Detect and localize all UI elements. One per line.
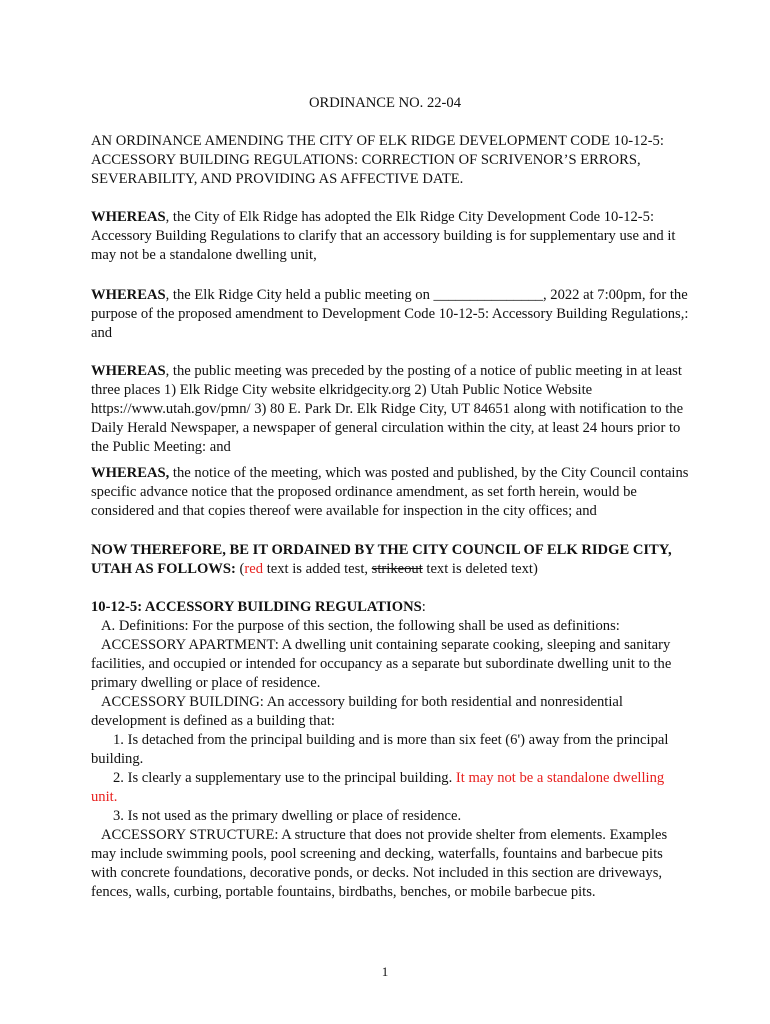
list-item-3 <box>91 807 691 826</box>
whereas-text: , the public meeting was preceded by the posting of a notice of public meeting in at least three places 1) Elk Ridge City website elkridgecity.org 2) Utah Public Notice Website https://www.utah.gov/pmn/ 3) 80 E. Park Dr. Elk Ridge City, UT 84651 along with notification to the Daily Herald Newspaper, a newspaper of general circulation within the city, at least 24 hours prior to the Public Meeting: and <box>91 363 684 455</box>
section-heading <box>91 598 691 617</box>
legend-mid: text is added test, <box>263 561 372 577</box>
section-heading-colon: : <box>421 599 426 615</box>
list-item-2 <box>91 769 691 807</box>
section-body <box>91 598 691 902</box>
item-3-text: 3. Is not used as the primary dwelling or place of residence. <box>113 808 462 824</box>
legend-red-word: red <box>244 561 264 577</box>
item-2-added-text: It may not be a standalone dwelling unit. <box>91 770 665 805</box>
whereas-text: , the City of Elk Ridge has adopted the Elk Ridge City Development Code 10-12-5: Accessory Building Regulations to clarify that an accessory building is for supplementary use and it may not be a standalone dwelling unit, <box>91 209 676 263</box>
definition-accessory-building <box>91 693 691 731</box>
legend-strike-word: strikeout <box>371 561 423 577</box>
item-1-text: 1. Is detached from the principal building and is more than six feet (6') away from the principal building. <box>91 732 669 767</box>
page-number: 1 <box>381 964 389 979</box>
whereas-paragraph-3 <box>91 362 691 457</box>
whereas-text: , the Elk Ridge City held a public meeting on _______________, 2022 at 7:00pm, for the purpose of the proposed amendment to Development Code 10-12-5: Accessory Building Regulations,: and <box>91 287 689 341</box>
whereas-label: WHEREAS <box>91 209 166 225</box>
ordinance-heading: AN ORDINANCE AMENDING THE CITY OF ELK RIDGE DEVELOPMENT CODE 10-12-5: ACCESSORY BUILDING REGULATIONS: CORRECTION OF SCRIVENOR’S ERRORS, SEVERABILITY, AND PROVIDING AS AFFECTIVE DATE. <box>91 133 664 187</box>
accessory-building-text: ACCESSORY BUILDING: An accessory building for both residential and nonresidential development is defined as a building that: <box>91 694 623 729</box>
accessory-structure-text: ACCESSORY STRUCTURE: A structure that does not provide shelter from elements. Examples may include swimming pools, pool screening and decking, waterfalls, fountains and barbecue pits with concrete foundations, decorative ponds, or decks. Not included in this section are driveways, fences, walls, curbing, portable fountains, birdbaths, benches, or mobile barbecue pits. <box>91 827 668 900</box>
definition-accessory-structure <box>91 826 691 902</box>
accessory-apartment-text: ACCESSORY APARTMENT: A dwelling unit containing separate cooking, sleeping and sanitary facilities, and occupied or intended for occupancy as a separate but subordinate dwelling unit to the primary dwelling or place of residence. <box>91 637 672 691</box>
whereas-paragraph-2 <box>91 286 691 343</box>
legend-open: ( <box>235 561 245 577</box>
legend-end: text is deleted text) <box>422 561 538 577</box>
whereas-paragraph-4 <box>91 464 691 521</box>
whereas-label: WHEREAS, <box>91 465 170 481</box>
definition-accessory-apartment <box>91 636 691 693</box>
whereas-paragraph-1 <box>91 208 691 265</box>
section-heading-text: 10-12-5: ACCESSORY BUILDING REGULATIONS <box>91 599 422 615</box>
whereas-label: WHEREAS <box>91 363 166 379</box>
definitions-intro: A. Definitions: For the purpose of this section, the following shall be used as definitions: <box>101 618 620 634</box>
ordained-paragraph <box>91 541 691 579</box>
ordinance-title: ORDINANCE NO. 22-04 <box>308 95 461 111</box>
list-item-1 <box>91 731 691 769</box>
whereas-label: WHEREAS <box>91 287 166 303</box>
item-2-text: 2. Is clearly a supplementary use to the principal building. <box>113 770 456 786</box>
whereas-text: the notice of the meeting, which was posted and published, by the City Council contains specific advance notice that the proposed ordinance amendment, as set forth herein, would be considered and that copies thereof were available for inspection in the city offices; and <box>91 465 689 519</box>
ordained-label: NOW THEREFORE, BE IT ORDAINED BY THE CITY COUNCIL OF ELK RIDGE CITY, UTAH AS FOLLOWS: <box>91 542 672 577</box>
